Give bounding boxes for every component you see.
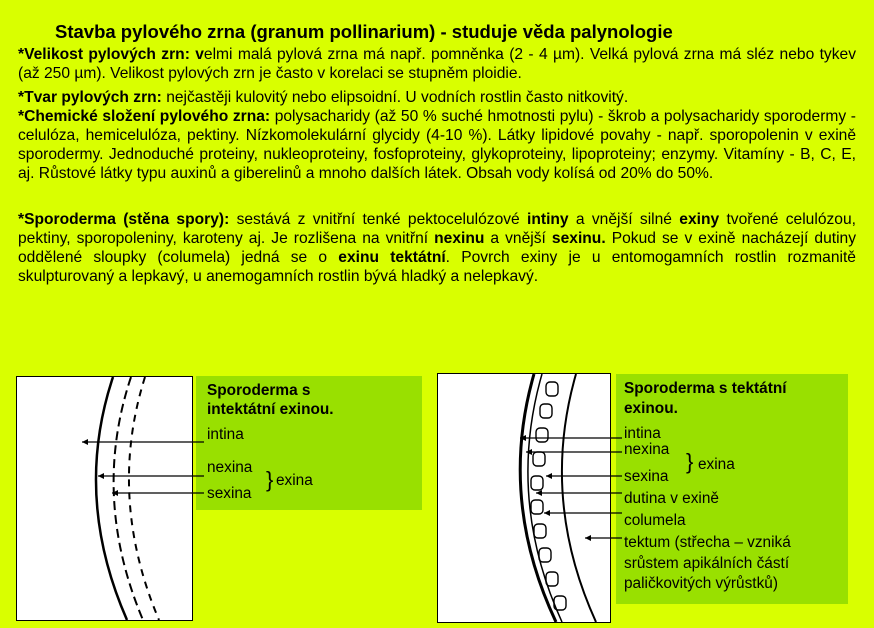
tectate-label-columela: columela (624, 512, 686, 529)
tectate-title-2: exinou. (624, 400, 678, 417)
paragraph-chemistry (18, 107, 856, 183)
tectate-label-sexina: sexina (624, 468, 669, 485)
heading-chemistry: *Chemické složení pylového zrna: (18, 108, 271, 125)
heading-size: *Velikost pylových zrn: v (18, 46, 204, 63)
text-size: elmi malá pylová zrna má např. pomněnka (2 - 4 µm). Velká pylová zrna má sléz nebo tykev (až 250 µm). Velikost pylových zrn je často v korelaci se stupněm ploidie. (18, 46, 856, 82)
term-nexina: nexinu (434, 230, 485, 247)
term-exina-tektatni: exinu tektátní (338, 249, 446, 266)
text-sporoderm-6: . Povrch exiny je u entomogamních rostlin rozmanitě skulpturovaný a lepkavý, u anemogamních rostlin bývá hladký a nelepkavý. (18, 249, 856, 285)
intectate-brace: } (266, 467, 274, 492)
intectate-label-intina: intina (207, 426, 244, 443)
tectate-exine-diagram (437, 373, 611, 623)
slide-title: Stavba pylového zrna (granum pollinarium) - studuje věda palynologie (55, 21, 673, 42)
tectate-label-tektum-2: srůstem apikálních částí (624, 555, 790, 572)
intectate-label-sexina: sexina (207, 485, 252, 502)
text-shape: nejčastěji kulovitý nebo elipsoidní. U vodních rostlin často nitkovitý. (161, 89, 629, 106)
tectate-exine-drawing (438, 374, 610, 622)
tectate-label-tektum-1: tektum (střecha – vzniká (624, 534, 791, 551)
paragraph-sporoderm (18, 210, 856, 286)
tectate-label-intina: intina (624, 425, 661, 442)
text-chemistry: polysacharidy (až 50 % suché hmotnosti pylu) - škrob a polysacharidy sporodermy - celulóza, hemicelulóza, pektiny. Nízkomolekulární glycidy (4-10 %). Látky lipidové povahy - např. sporopolenin v exině sporodermy. Jednoduché proteiny, nukleoproteiny, fosfoproteiny, glykoproteiny, lipoproteiny; enzymy. Vitamíny - B, C, E, aj. Růstové látky typu auxinů a giberelinů a mnoho dalších látek. Obsah vody kolísá od 20% do 50%. (18, 108, 856, 182)
paragraph-size (18, 45, 856, 83)
term-sexina: sexinu. (551, 230, 606, 247)
term-intina: intiny (527, 211, 569, 228)
text-sporoderm-1: sestává z vnitřní tenké pektocelulózové (229, 211, 528, 228)
term-exina: exiny (679, 211, 720, 228)
tectate-label-exina: exina (698, 456, 735, 473)
intectate-title-2: intektátní exinou. (207, 401, 334, 418)
heading-shape: *Tvar pylových zrn: (18, 89, 162, 106)
text-sporoderm-2: a vnější silné (568, 211, 680, 228)
intectate-exine-drawing (17, 377, 192, 620)
text-sporoderm-5: Pokud se v exině nacházejí dutiny oddělené sloupky (columela) jedná se o (18, 230, 857, 266)
text-sporoderm-4: a vnější (484, 230, 552, 247)
tectate-brace: } (686, 449, 694, 474)
heading-sporoderm: *Sporoderma (stěna spory): (18, 211, 230, 228)
tectate-label-tektum-3: paličkovitých výrůstků) (624, 575, 778, 592)
tectate-label-nexina: nexina (624, 441, 670, 458)
tectate-label-dutina: dutina v exině (624, 490, 719, 507)
text-sporoderm-3: tvořené celulózou, pektiny, sporopoleniny, karoteny aj. Je rozlišena na vnitřní (18, 211, 856, 247)
intectate-exine-diagram (16, 376, 193, 621)
intectate-title-1: Sporoderma s (207, 382, 311, 399)
intectate-label-exina: exina (276, 472, 313, 489)
paragraph-shape (18, 88, 856, 107)
intectate-label-nexina: nexina (207, 459, 253, 476)
tectate-title-1: Sporoderma s tektátní (624, 380, 787, 397)
